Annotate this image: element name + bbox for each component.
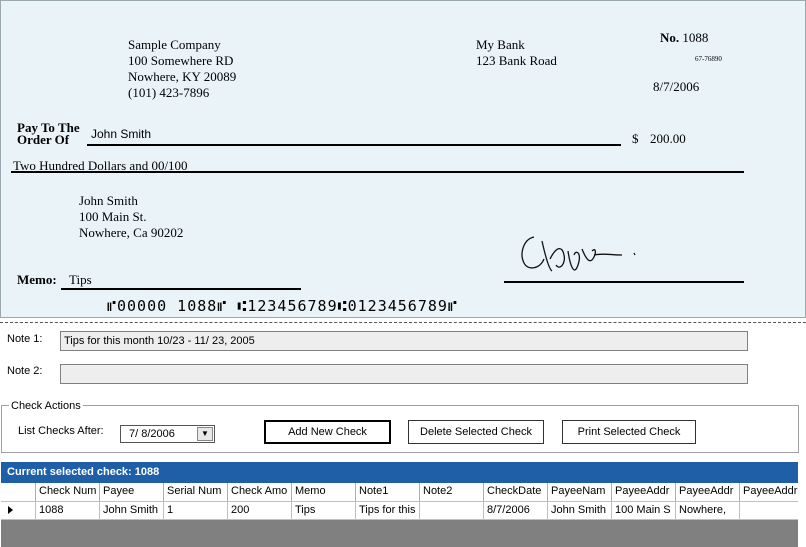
memo-value: Tips <box>69 272 92 287</box>
column-header[interactable]: PayeeNam <box>548 483 612 502</box>
note1-label: Note 1: <box>7 333 43 345</box>
add-new-check-button[interactable]: Add New Check <box>264 420 391 444</box>
signature-image <box>516 229 651 279</box>
row-selector-header <box>1 483 36 502</box>
table-row[interactable] <box>1 502 798 520</box>
routing-fraction: 67-76890 <box>695 55 722 63</box>
grid-header-row <box>1 483 798 502</box>
bank-address: 123 Bank Road <box>476 53 557 68</box>
column-header[interactable]: Check Num <box>36 483 100 502</box>
company-address-line1: 100 Somewhere RD <box>128 53 234 68</box>
note2-label: Note 2: <box>7 365 43 377</box>
table-cell[interactable]: 1088 <box>36 502 100 520</box>
company-phone: (101) 423-7896 <box>128 85 210 100</box>
payee-address-city: Nowhere, Ca 90202 <box>79 225 184 240</box>
payee-address-street: 100 Main St. <box>79 209 147 224</box>
column-header[interactable]: PayeeAddr <box>612 483 676 502</box>
column-header[interactable]: PayeeAddr <box>740 483 798 502</box>
column-header[interactable]: Check Amo <box>228 483 292 502</box>
check-date: 8/7/2006 <box>653 79 700 94</box>
current-row-arrow-icon <box>8 506 13 514</box>
signature-line <box>504 281 744 283</box>
pay-to-label-line2: Order Of <box>17 132 70 147</box>
dropdown-arrow-icon[interactable]: ▼ <box>197 427 213 441</box>
company-name: Sample Company <box>128 37 221 52</box>
company-info <box>128 37 236 101</box>
column-header[interactable]: Note2 <box>420 483 484 502</box>
checks-grid <box>1 462 798 547</box>
delete-selected-check-button[interactable]: Delete Selected Check <box>408 420 544 444</box>
pay-to-label <box>17 122 80 146</box>
memo-label: Memo: <box>17 272 57 287</box>
table-cell[interactable]: Nowhere, <box>676 502 740 520</box>
payee-address-name: John Smith <box>79 193 138 208</box>
column-header[interactable]: Payee <box>100 483 164 502</box>
check-number-label: No. <box>660 30 680 45</box>
column-header[interactable]: Serial Num <box>164 483 228 502</box>
print-selected-check-button[interactable]: Print Selected Check <box>562 420 696 444</box>
check-number <box>660 30 708 46</box>
amount-words-line <box>11 171 744 173</box>
bank-info <box>476 37 557 69</box>
note1-field[interactable]: Tips for this month 10/23 - 11/ 23, 2005 <box>60 331 748 351</box>
grid-caption: Current selected check: 1088 <box>1 462 798 483</box>
company-address-line2: Nowhere, KY 20089 <box>128 69 237 84</box>
check-actions-legend: Check Actions <box>11 400 81 412</box>
column-header[interactable]: Note1 <box>356 483 420 502</box>
column-header[interactable]: PayeeAddr <box>676 483 740 502</box>
memo-line <box>61 288 301 290</box>
check-number-value: 1088 <box>682 30 709 45</box>
table-cell[interactable]: John Smith <box>548 502 612 520</box>
row-selector[interactable] <box>1 502 36 520</box>
amount-words: Two Hundred Dollars and 00/100 <box>13 158 188 173</box>
payee-line <box>87 144 621 146</box>
column-header[interactable]: CheckDate <box>484 483 548 502</box>
section-divider <box>0 322 806 323</box>
table-cell[interactable] <box>420 502 484 520</box>
list-checks-after-label: List Checks After: <box>18 425 104 437</box>
amount-numeric: 200.00 <box>650 131 686 146</box>
table-cell[interactable]: Tips <box>292 502 356 520</box>
note2-field[interactable] <box>60 364 748 384</box>
table-cell[interactable] <box>740 502 798 520</box>
dollar-sign: $ <box>632 131 639 146</box>
table-cell[interactable]: John Smith <box>100 502 164 520</box>
column-header[interactable]: Memo <box>292 483 356 502</box>
table-cell[interactable]: 8/7/2006 <box>484 502 548 520</box>
micr-line: ⑈00000 1088⑈ ⑆123456789⑆0123456789⑈ <box>107 297 458 315</box>
list-checks-after-date-picker[interactable] <box>120 425 215 443</box>
table-cell[interactable]: 200 <box>228 502 292 520</box>
date-picker-value: 7/ 8/2006 <box>129 428 175 440</box>
payee-name: John Smith <box>91 127 152 141</box>
bank-name: My Bank <box>476 37 525 52</box>
pay-to-label-line1: Pay To The <box>17 120 80 135</box>
table-cell[interactable]: Tips for this <box>356 502 420 520</box>
payee-address <box>79 193 183 241</box>
table-cell[interactable]: 100 Main S <box>612 502 676 520</box>
table-cell[interactable]: 1 <box>164 502 228 520</box>
